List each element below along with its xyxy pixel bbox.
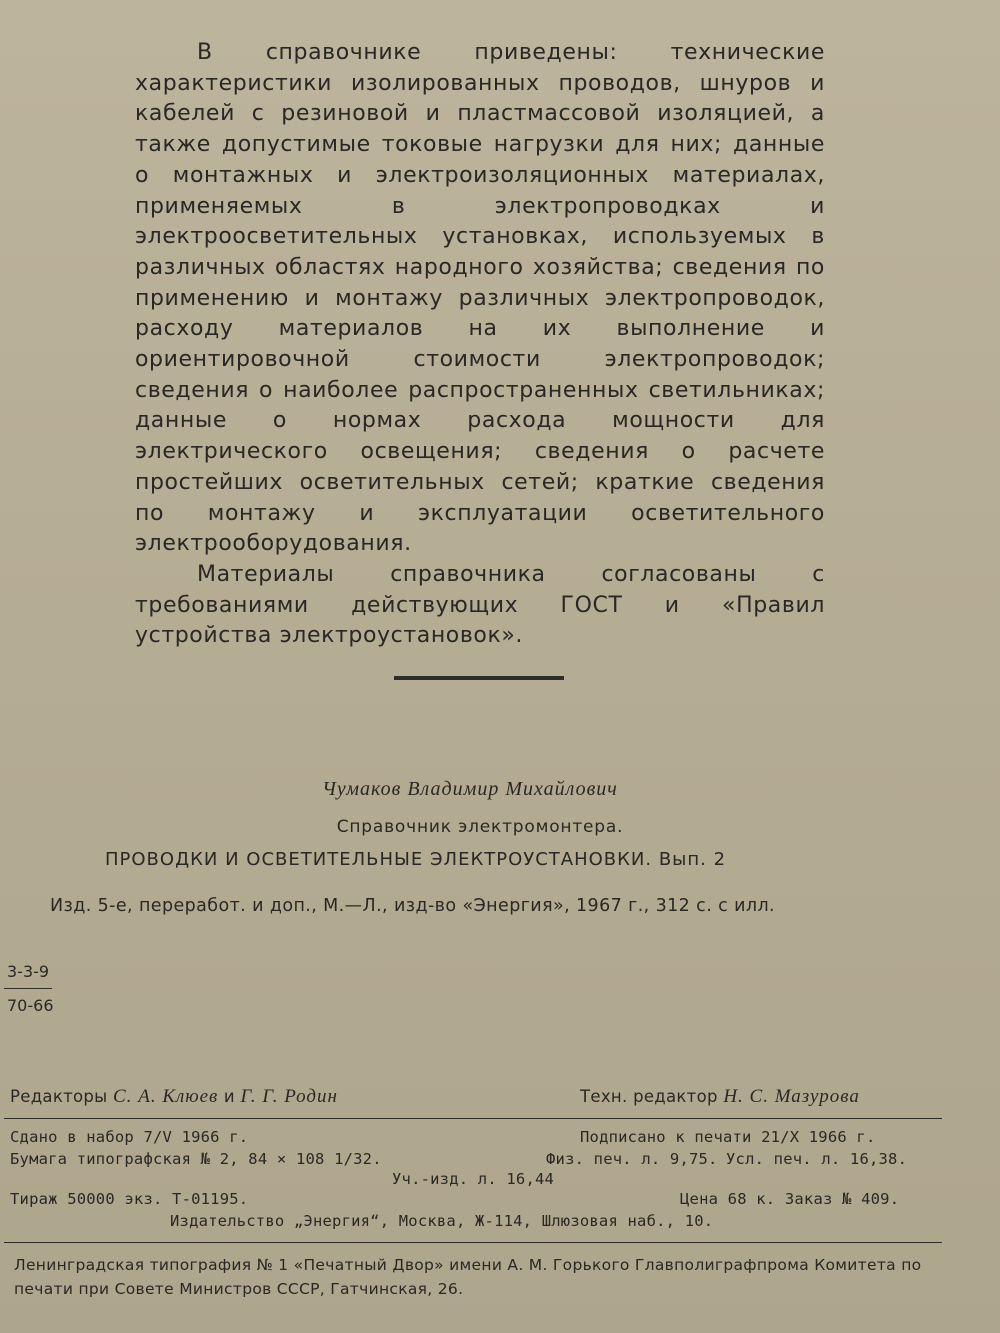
series-title: Справочник электромонтера. (336, 817, 624, 837)
print-run: Тираж 50000 экз. Т-01195. (10, 1190, 249, 1208)
publication-details: Изд. 5-е, переработ. и доп., М.—Л., изд-во «Энергия», 1967 г., 312 с. с илл. (50, 896, 776, 916)
printer-info: Ленинградская типография № 1 «Печатный Двор» имени А. М. Горького Главполиграфпрома Комитета по печати при Совете Министров СССР, Гатчинская, 26. (14, 1256, 922, 1298)
editor-2: Г. Г. Родин (240, 1086, 338, 1107)
typeset-date: Сдано в набор 7/V 1966 г. (10, 1128, 249, 1146)
editor-1: С. А. Клюев (113, 1086, 219, 1107)
tech-editor-label: Техн. редактор (580, 1087, 718, 1106)
tech-editor-name: Н. С. Мазурова (723, 1086, 860, 1107)
price-order: Цена 68 к. Заказ № 409. (680, 1190, 900, 1208)
editors-label: Редакторы (10, 1087, 108, 1106)
imprint-divider-bottom (4, 1242, 942, 1243)
editors-conjunction: и (223, 1087, 235, 1106)
section-divider (394, 676, 564, 680)
book-title: ПРОВОДКИ И ОСВЕТИТЕЛЬНЫЕ ЭЛЕКТРОУСТАНОВКИ. Вып. 2 (105, 849, 727, 870)
classification-divider (4, 988, 52, 989)
abstract-paragraph-2: Материалы справочника согласованы с требованиями действующих ГОСТ и «Правил устройства электроустановок». (135, 561, 825, 649)
abstract-paragraph-1: В справочнике приведены: технические характеристики изолированных проводов, шнуров и кабелей с резиновой и пластмассовой изоляцией, а также допустимые токовые нагрузки для них; данные о монтажных и электроизоляционных материалах, применяемых в электропроводках и электроосветительных установках, используемых в различных областях народного хозяйства; сведения по применению и монтажу различных электропроводок, расходу материалов на их выполнение и ориентировочной стоимости электропроводок; сведения о наиболее распространенных светильниках; данные о нормах расхода мощности для электрического освещения; сведения о расчете простейших осветительных сетей; краткие сведения по монтажу и эксплуатации осветительного электрооборудования. (135, 40, 825, 557)
paper-format: Бумага типографская № 2, 84 × 108 1/32. (10, 1150, 382, 1168)
tech-editor-line (580, 1086, 860, 1108)
publishing-sheets: Уч.-изд. л. 16,44 (392, 1170, 555, 1188)
print-sheets: Физ. печ. л. 9,75. (546, 1150, 718, 1168)
classification-code-bottom: 70-66 (7, 996, 54, 1015)
imprint-divider-top (4, 1118, 942, 1119)
classification-code-top: 3-3-9 (7, 962, 50, 981)
signed-date: Подписано к печати 21/X 1966 г. (580, 1128, 876, 1146)
author-name: Чумаков Владимир Михайлович (322, 778, 618, 800)
conditional-sheets: Усл. печ. л. 16,38. (726, 1150, 908, 1168)
abstract (135, 38, 825, 652)
editors-line (10, 1086, 338, 1108)
publisher-address: Издательство „Энергия“, Москва, Ж-114, Шлюзовая наб., 10. (170, 1212, 714, 1230)
